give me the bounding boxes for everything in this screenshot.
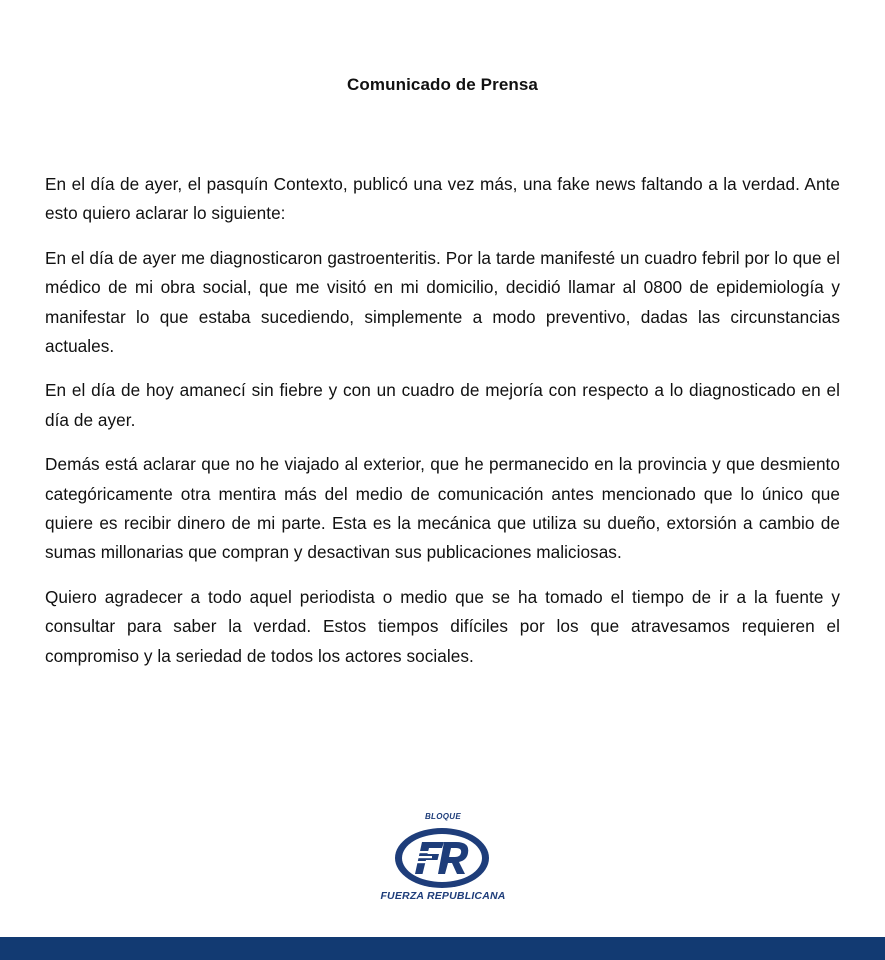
paragraph-4: Demás está aclarar que no he viajado al exterior, que he permanecido en la provincia y que desmiento categóricamente otra mentira más del medio de comunicación antes mencionado que lo único que quiere es recibir dinero de mi parte. Esta es la mecánica que utiliza su dueño, extorsión a cambio de sumas millonarias que compran y desactivan sus publicaciones maliciosas. (45, 454, 840, 563)
document-body (45, 170, 840, 686)
logo-top-text: BLOQUE (424, 812, 462, 821)
paragraph-1: En el día de ayer, el pasquín Contexto, publicó una vez más, una fake news faltando a la verdad. Ante esto quiero aclarar lo siguiente: (45, 174, 840, 224)
paragraph-3: En el día de hoy amanecí sin fiebre y con un cuadro de mejoría con respecto a lo diagnosticado en el día de ayer. (45, 380, 840, 430)
paragraph-5: Quiero agradecer a todo aquel periodista o medio que se ha tomado el tiempo de ir a la fuente y consultar para saber la verdad. Estos tiempos difíciles por los que atravesamos requieren el compromiso y la seriedad de todos los actores sociales. (45, 586, 840, 666)
paragraph-2: En el día de ayer me diagnosticaron gastroenteritis. Por la tarde manifesté un cuadro febril por lo que el médico de mi obra social, que me visitó en mi domicilio, decidió llamar al 0800 de epidemiología y manifestar lo que estaba sucediendo, simplemente a modo preventivo, dadas las circunstancias actuales. (45, 247, 840, 357)
party-logo (366, 808, 520, 908)
logo-bottom-text: FUERZA REPUBLICANA (380, 890, 506, 902)
fuerza-republicana-emblem-icon (392, 825, 492, 891)
document-title: Comunicado de Prensa (347, 75, 538, 94)
footer-bar (0, 937, 885, 960)
